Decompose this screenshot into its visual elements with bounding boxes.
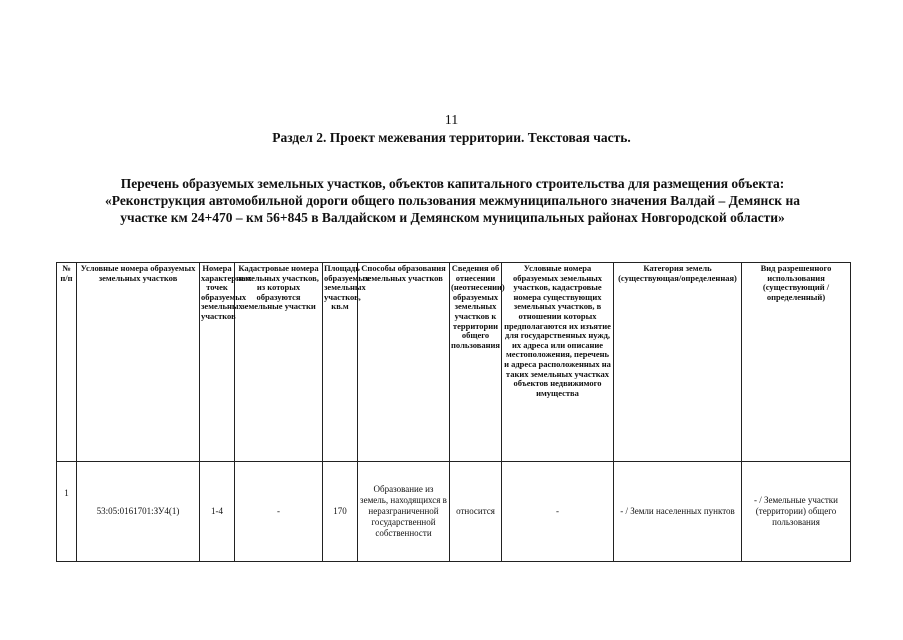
header-area: Площадь образуемых земельных участков, кв.м (323, 263, 358, 462)
cell-area: 170 (323, 462, 358, 562)
header-cadastral-numbers: Кадастровые номера земельных участков, из которых образуются земельные участки (235, 263, 323, 462)
header-plot-ids: Условные номера образуемых земельных участков (77, 263, 200, 462)
header-land-category: Категория земель (существующая/определенная) (614, 263, 742, 462)
header-seizure-info: Условные номера образуемых земельных участков, кадастровые номера существующих земельных участков, в отношении которых предполагаются их изъятие для государственных нужд, их адреса или описание местоположения, перечень и адреса расположенных на таких земельных участках объектов недвижимого имущества (502, 263, 614, 462)
header-number: № п/п (57, 263, 77, 462)
table-header-row (57, 263, 851, 462)
list-title-line-1: Перечень образуемых земельных участков, объектов капитального строительства для размещения объекта: (120, 176, 785, 191)
land-plots-table (56, 262, 851, 562)
cell-permitted-use: - / Земельные участки (территории) общего пользования (742, 462, 851, 562)
cell-number: 1 (57, 462, 77, 562)
cell-land-category: - / Земли населенных пунктов (614, 462, 742, 562)
cell-plot-id: 53:05:0161701:ЗУ4(1) (77, 462, 200, 562)
header-public-use: Сведения об отнесении (неотнесении) образуемых земельных участков к территории общего пользования (450, 263, 502, 462)
page-number: 11 (444, 113, 459, 128)
cell-public-use: относится (450, 462, 502, 562)
cell-point-numbers: 1-4 (200, 462, 235, 562)
table-row (57, 462, 851, 562)
list-title-line-3: участке км 24+470 – км 56+845 в Валдайском и Демянском муниципальных районах Новгородской области» (120, 210, 785, 225)
list-title-line-2: «Реконструкция автомобильной дороги общего пользования межмуниципального значения Валдай – Демянск на (105, 193, 800, 208)
section-title: Раздел 2. Проект межевания территории. Текстовая часть. (272, 130, 631, 145)
list-title (55, 175, 850, 226)
header-formation-methods: Способы образования земельных участков (358, 263, 450, 462)
header-permitted-use: Вид разрешенного использования (существующий / определенный) (742, 263, 851, 462)
cell-cadastral-numbers: - (235, 462, 323, 562)
cell-formation-method: Образование из земель, находящихся в неразграниченной государственной собственности (358, 462, 450, 562)
header-point-numbers: Номера характерных точек образуемых земельных участков (200, 263, 235, 462)
cell-seizure-info: - (502, 462, 614, 562)
